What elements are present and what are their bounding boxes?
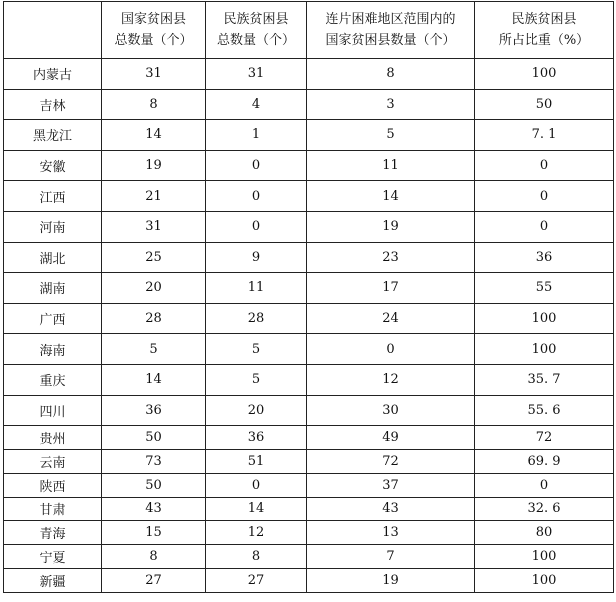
header-line: 民族贫困县: [223, 12, 289, 27]
contiguous-count-cell: 72: [307, 449, 475, 473]
national-count-cell: 50: [102, 473, 206, 497]
national-count-cell: 20: [102, 273, 206, 304]
header-line: 民族贫困县: [511, 12, 577, 27]
table-header: [4, 2, 614, 59]
table-row: [4, 334, 614, 365]
ethnic-share-cell: 100: [475, 334, 614, 365]
national-count-cell: 5: [102, 334, 206, 365]
province-cell: 宁夏: [4, 545, 102, 569]
ethnic-share-cell: 100: [475, 59, 614, 90]
header-line: 国家贫困县数量（个）: [325, 33, 456, 48]
national-count-cell: 15: [102, 521, 206, 545]
ethnic-count-cell: 4: [206, 89, 307, 120]
ethnic-count-cell: 9: [206, 242, 307, 273]
province-cell: 青海: [4, 521, 102, 545]
contiguous-count-cell: 30: [307, 395, 475, 426]
poverty-county-table: [3, 1, 614, 593]
contiguous-count-cell: 19: [307, 568, 475, 592]
ethnic-share-cell: 55. 6: [475, 395, 614, 426]
national-count-cell: 27: [102, 568, 206, 592]
ethnic-share-cell: 0: [475, 150, 614, 181]
ethnic-count-cell: 1: [206, 120, 307, 151]
national-count-cell: 31: [102, 59, 206, 90]
ethnic-share-cell: 35. 7: [475, 364, 614, 395]
table-row: [4, 89, 614, 120]
table-row: [4, 521, 614, 545]
contiguous-count-cell: 7: [307, 545, 475, 569]
ethnic-count-cell: 20: [206, 395, 307, 426]
header-national-count: [102, 2, 206, 59]
table-row: [4, 473, 614, 497]
ethnic-share-cell: 55: [475, 273, 614, 304]
table-row: [4, 273, 614, 304]
ethnic-count-cell: 28: [206, 303, 307, 334]
national-count-cell: 50: [102, 426, 206, 450]
ethnic-share-cell: 0: [475, 211, 614, 242]
province-cell: 湖南: [4, 273, 102, 304]
table-row: [4, 150, 614, 181]
ethnic-count-cell: 5: [206, 364, 307, 395]
national-count-cell: 8: [102, 545, 206, 569]
header-line: 所占比重（%）: [498, 33, 590, 48]
contiguous-count-cell: 8: [307, 59, 475, 90]
ethnic-count-cell: 12: [206, 521, 307, 545]
province-cell: 安徽: [4, 150, 102, 181]
table-row: [4, 395, 614, 426]
province-cell: 陕西: [4, 473, 102, 497]
ethnic-count-cell: 0: [206, 181, 307, 212]
ethnic-count-cell: 31: [206, 59, 307, 90]
contiguous-count-cell: 19: [307, 211, 475, 242]
contiguous-count-cell: 14: [307, 181, 475, 212]
table-row: [4, 242, 614, 273]
header-contiguous-count: [307, 2, 475, 59]
contiguous-count-cell: 23: [307, 242, 475, 273]
contiguous-count-cell: 3: [307, 89, 475, 120]
ethnic-count-cell: 5: [206, 334, 307, 365]
ethnic-count-cell: 14: [206, 497, 307, 521]
table-row: [4, 364, 614, 395]
table-row: [4, 426, 614, 450]
province-cell: 四川: [4, 395, 102, 426]
contiguous-count-cell: 17: [307, 273, 475, 304]
table-row: [4, 59, 614, 90]
ethnic-share-cell: 50: [475, 89, 614, 120]
ethnic-share-cell: 69. 9: [475, 449, 614, 473]
header-row: [4, 2, 614, 59]
national-count-cell: 14: [102, 120, 206, 151]
ethnic-count-cell: 0: [206, 211, 307, 242]
province-cell: 甘肃: [4, 497, 102, 521]
header-line: 连片困难地区范围内的: [325, 12, 456, 27]
table-row: [4, 211, 614, 242]
national-count-cell: 25: [102, 242, 206, 273]
ethnic-share-cell: 36: [475, 242, 614, 273]
ethnic-count-cell: 8: [206, 545, 307, 569]
province-cell: 贵州: [4, 426, 102, 450]
contiguous-count-cell: 5: [307, 120, 475, 151]
province-cell: 吉林: [4, 89, 102, 120]
ethnic-share-cell: 0: [475, 473, 614, 497]
table-row: [4, 303, 614, 334]
province-cell: 云南: [4, 449, 102, 473]
national-count-cell: 28: [102, 303, 206, 334]
ethnic-share-cell: 7. 1: [475, 120, 614, 151]
contiguous-count-cell: 43: [307, 497, 475, 521]
table-row: [4, 497, 614, 521]
province-cell: 黑龙江: [4, 120, 102, 151]
table-body: [4, 59, 614, 593]
contiguous-count-cell: 0: [307, 334, 475, 365]
national-count-cell: 8: [102, 89, 206, 120]
header-ethnic-share: [475, 2, 614, 59]
national-count-cell: 14: [102, 364, 206, 395]
national-count-cell: 21: [102, 181, 206, 212]
national-count-cell: 43: [102, 497, 206, 521]
header-line: 国家贫困县: [120, 12, 186, 27]
contiguous-count-cell: 12: [307, 364, 475, 395]
table-row: [4, 181, 614, 212]
contiguous-count-cell: 11: [307, 150, 475, 181]
contiguous-count-cell: 49: [307, 426, 475, 450]
ethnic-count-cell: 27: [206, 568, 307, 592]
province-cell: 江西: [4, 181, 102, 212]
province-cell: 内蒙古: [4, 59, 102, 90]
table-row: [4, 568, 614, 592]
ethnic-share-cell: 100: [475, 568, 614, 592]
contiguous-count-cell: 37: [307, 473, 475, 497]
province-cell: 广西: [4, 303, 102, 334]
ethnic-share-cell: 0: [475, 181, 614, 212]
ethnic-share-cell: 80: [475, 521, 614, 545]
ethnic-count-cell: 51: [206, 449, 307, 473]
ethnic-share-cell: 100: [475, 303, 614, 334]
province-cell: 湖北: [4, 242, 102, 273]
ethnic-count-cell: 11: [206, 273, 307, 304]
province-cell: 新疆: [4, 568, 102, 592]
national-count-cell: 36: [102, 395, 206, 426]
ethnic-share-cell: 100: [475, 545, 614, 569]
ethnic-count-cell: 0: [206, 473, 307, 497]
contiguous-count-cell: 13: [307, 521, 475, 545]
national-count-cell: 31: [102, 211, 206, 242]
table-row: [4, 120, 614, 151]
table-row: [4, 449, 614, 473]
header-line: 总数量（个）: [114, 33, 193, 48]
ethnic-count-cell: 36: [206, 426, 307, 450]
province-cell: 重庆: [4, 364, 102, 395]
header-ethnic-count: [206, 2, 307, 59]
ethnic-share-cell: 72: [475, 426, 614, 450]
province-cell: 海南: [4, 334, 102, 365]
contiguous-count-cell: 24: [307, 303, 475, 334]
province-cell: 河南: [4, 211, 102, 242]
national-count-cell: 19: [102, 150, 206, 181]
header-province: [4, 2, 102, 59]
header-line: 总数量（个）: [216, 33, 295, 48]
ethnic-share-cell: 32. 6: [475, 497, 614, 521]
national-count-cell: 73: [102, 449, 206, 473]
ethnic-count-cell: 0: [206, 150, 307, 181]
table-row: [4, 545, 614, 569]
